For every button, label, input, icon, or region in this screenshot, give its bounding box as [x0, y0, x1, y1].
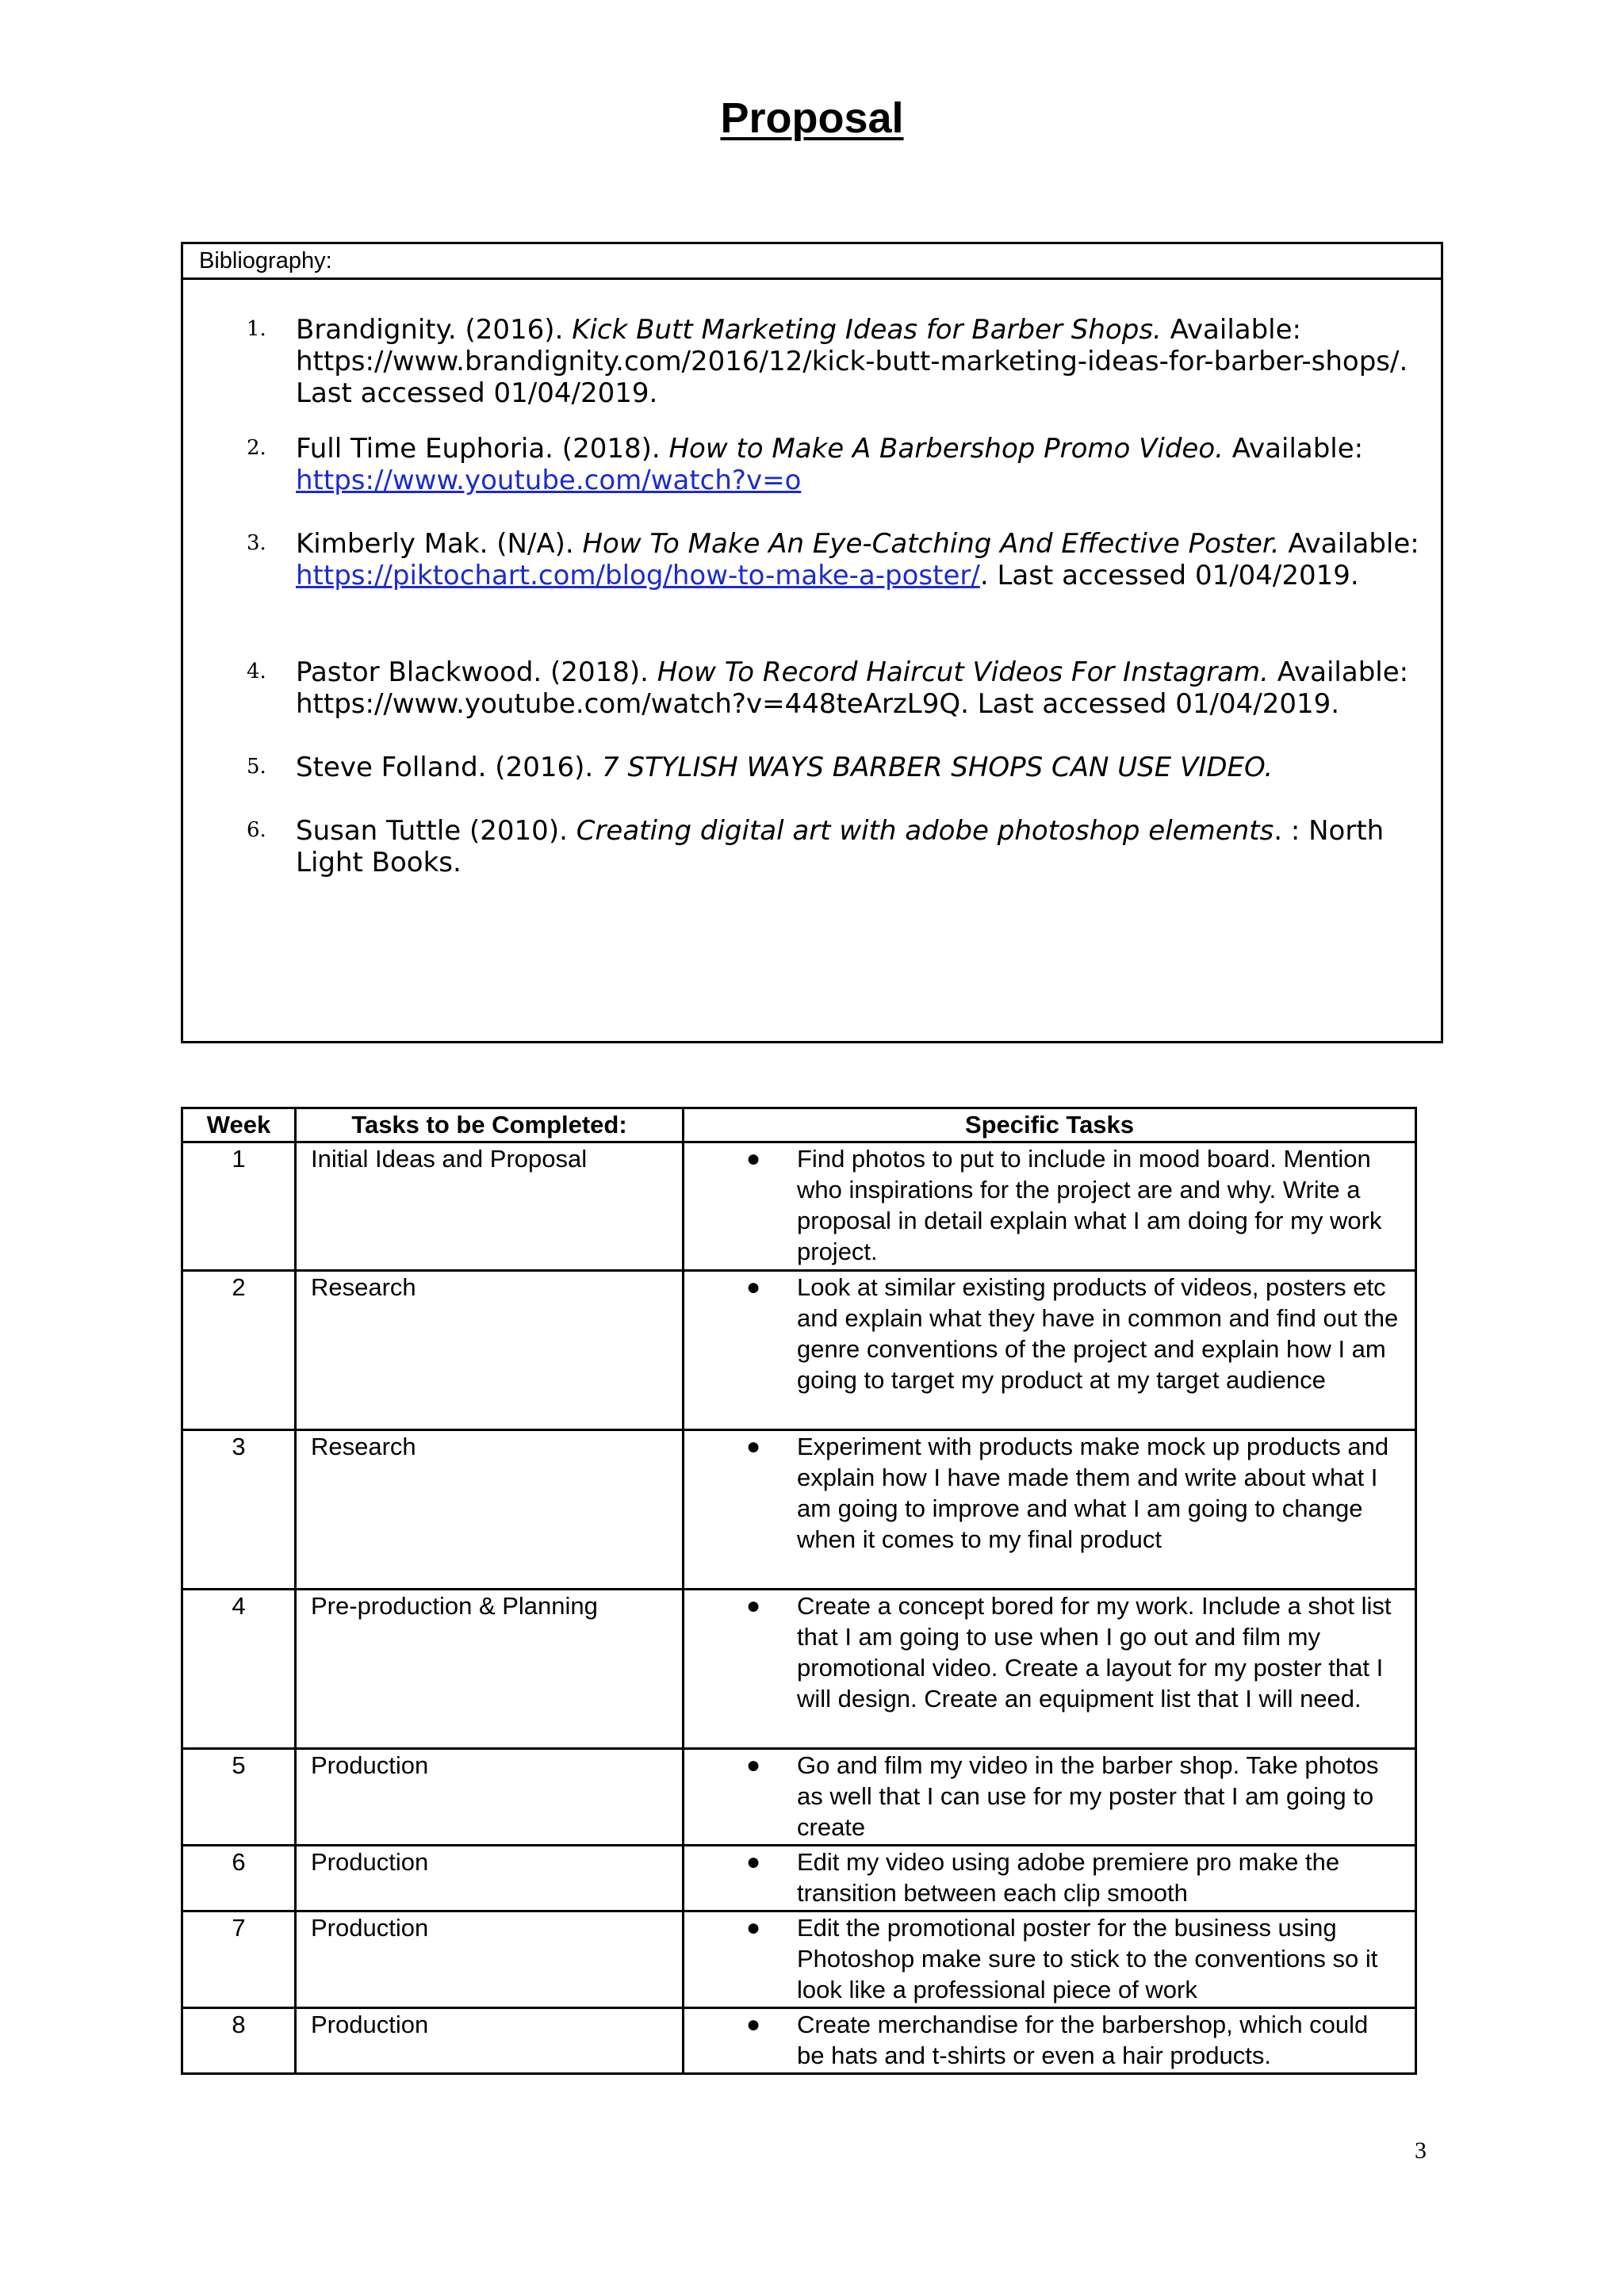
week-column-header: Week	[182, 1108, 296, 1142]
table-row	[182, 2008, 1416, 2074]
task-cell: Research	[296, 1271, 684, 1430]
entry-number: 1.	[247, 317, 266, 341]
specific-task-cell	[684, 1846, 1416, 1911]
entry-title: Creating digital art with adobe photoshop elements	[576, 815, 1274, 847]
entry-title: Kick Butt Marketing Ideas for Barber Shops.	[572, 314, 1162, 346]
entry-number: 6.	[247, 818, 266, 842]
entry-title: How To Make An Eye-Catching And Effective Poster.	[582, 528, 1280, 560]
specific-tasks-column-header: Specific Tasks	[684, 1108, 1416, 1142]
page-number: 3	[1415, 2137, 1427, 2164]
task-cell: Pre-production & Planning	[296, 1590, 684, 1749]
entry-tail: . Last accessed 01/04/2019.	[979, 560, 1359, 591]
specific-task-cell	[684, 1911, 1416, 2008]
week-cell: 4	[182, 1590, 296, 1749]
bullet-icon: ●	[746, 2011, 761, 2038]
table-row	[182, 1911, 1416, 2008]
specific-task-cell	[684, 1271, 1416, 1430]
specific-task-text: Experiment with products make mock up products and explain how I have made them and write about what I am going to improve and what I am going to change when it comes to my final product	[797, 1433, 1389, 1553]
week-cell: 2	[182, 1271, 296, 1430]
task-cell: Production	[296, 1846, 684, 1911]
bullet-icon: ●	[746, 1752, 761, 1778]
task-cell: Production	[296, 1749, 684, 1846]
entry-details: . : North Light Books.	[296, 815, 1385, 878]
entry-author: Steve Folland. (2016).	[296, 752, 602, 783]
table-row	[182, 1271, 1416, 1430]
bullet-icon: ●	[746, 1146, 761, 1172]
task-cell: Production	[296, 2008, 684, 2074]
bullet-icon: ●	[746, 1433, 761, 1460]
entry-details: Available:	[1223, 433, 1364, 465]
specific-task-text: Edit my video using adobe premiere pro make the transition between each clip smooth	[797, 1848, 1340, 1907]
specific-task-cell	[684, 1430, 1416, 1590]
entry-link[interactable]: https://piktochart.com/blog/how-to-make-a-poster/	[296, 560, 980, 591]
table-row	[182, 1749, 1416, 1846]
entry-number: 3.	[247, 531, 266, 555]
specific-task-text: Edit the promotional poster for the business using Photoshop make sure to stick to the conventions so it look like a professional piece of work	[797, 1914, 1378, 2003]
week-cell: 7	[182, 1911, 296, 2008]
tasks-column-header: Tasks to be Completed:	[296, 1108, 684, 1142]
task-cell: Research	[296, 1430, 684, 1590]
specific-task-text: Look at similar existing products of videos, posters etc and explain what they have in common and find out the genre conventions of the project and explain how I am going to target my product at my target audience	[797, 1273, 1399, 1394]
specific-task-cell	[684, 1142, 1416, 1271]
entry-author: Susan Tuttle (2010).	[296, 815, 576, 847]
week-cell: 6	[182, 1846, 296, 1911]
bullet-icon: ●	[746, 1915, 761, 1941]
week-cell: 8	[182, 2008, 296, 2074]
entry-author: Brandignity. (2016).	[296, 314, 573, 346]
entry-number: 5.	[247, 755, 266, 779]
bullet-icon: ●	[746, 1849, 761, 1875]
specific-task-text: Find photos to put to include in mood board. Mention who inspirations for the project are and why. Write a proposal in detail explain what I am doing for my work project.	[797, 1145, 1382, 1265]
week-cell: 3	[182, 1430, 296, 1590]
table-row	[182, 1430, 1416, 1590]
week-cell: 5	[182, 1749, 296, 1846]
entry-author: Full Time Euphoria. (2018).	[296, 433, 669, 465]
schedule-table	[181, 1107, 1417, 2075]
entry-title: How To Record Haircut Videos For Instagram.	[657, 656, 1269, 688]
table-row	[182, 1142, 1416, 1271]
task-cell: Production	[296, 1911, 684, 2008]
entry-link[interactable]: https://www.youtube.com/watch?v=o	[296, 465, 802, 496]
entry-title: How to Make A Barbershop Promo Video.	[668, 433, 1224, 465]
entry-author: Pastor Blackwood. (2018).	[296, 656, 657, 688]
bullet-icon: ●	[746, 1593, 761, 1619]
specific-task-cell	[684, 2008, 1416, 2074]
table-header-row	[182, 1108, 1416, 1142]
specific-task-cell	[684, 1749, 1416, 1846]
bibliography-header: Bibliography:	[183, 244, 1441, 280]
entry-number: 4.	[247, 660, 266, 683]
page-title: Proposal	[720, 94, 904, 142]
specific-task-text: Create a concept bored for my work. Include a shot list that I am going to use when I go out and film my promotional video. Create a layout for my poster that I will design. Create an equipment list that I will need.	[797, 1592, 1392, 1712]
table-row	[182, 1846, 1416, 1911]
entry-details: Available:	[1279, 528, 1419, 560]
specific-task-cell	[684, 1590, 1416, 1749]
bullet-icon: ●	[746, 1274, 761, 1300]
entry-details: Available: https://www.brandignity.com/2016/12/kick-butt-marketing-ideas-for-barber-shops/. Last accessed 01/04/2019.	[296, 314, 1408, 409]
table-row	[182, 1590, 1416, 1749]
task-cell: Initial Ideas and Proposal	[296, 1142, 684, 1271]
specific-task-text: Go and film my video in the barber shop. Take photos as well that I can use for my poster that I am going to create	[797, 1751, 1379, 1841]
entry-title: 7 STYLISH WAYS BARBER SHOPS CAN USE VIDEO.	[601, 752, 1274, 783]
week-cell: 1	[182, 1142, 296, 1271]
specific-task-text: Create merchandise for the barbershop, which could be hats and t-shirts or even a hair products.	[797, 2011, 1369, 2069]
entry-number: 2.	[247, 436, 266, 460]
entry-details: Available: https://www.youtube.com/watch?v=448teArzL9Q. Last accessed 01/04/2019.	[296, 656, 1409, 720]
bibliography-box	[181, 242, 1443, 1043]
entry-author: Kimberly Mak. (N/A).	[296, 528, 583, 560]
